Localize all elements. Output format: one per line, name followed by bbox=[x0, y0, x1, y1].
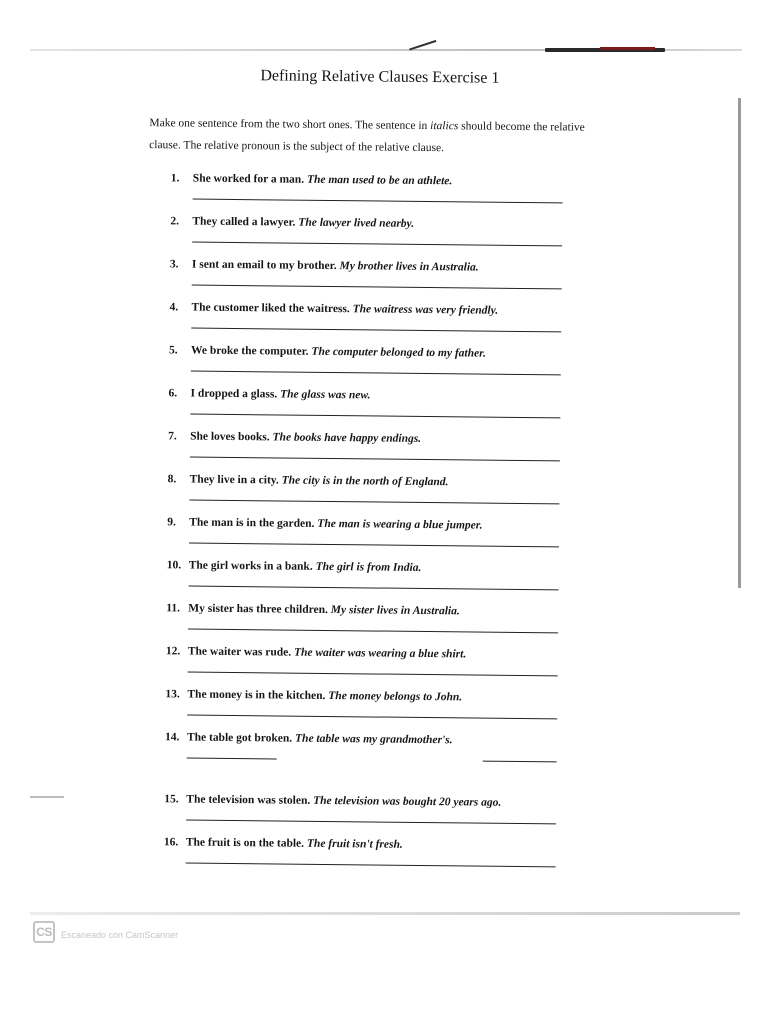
exercise-item-14 bbox=[164, 731, 603, 798]
item-sentence: My sister has three children. bbox=[188, 602, 328, 616]
item-sentence: The television was stolen. bbox=[186, 793, 311, 807]
exercise-item-13 bbox=[165, 688, 603, 736]
item-number: 8. bbox=[167, 473, 177, 486]
item-sentence: She worked for a man. bbox=[192, 172, 305, 186]
item-relative-sentence: My sister lives in Australia. bbox=[330, 604, 460, 618]
item-number: 13. bbox=[165, 688, 180, 701]
exercise-item-2 bbox=[170, 215, 608, 263]
answer-line[interactable] bbox=[186, 863, 556, 868]
scan-right-edge bbox=[738, 98, 741, 588]
item-text bbox=[188, 646, 466, 661]
item-number: 6. bbox=[168, 387, 178, 400]
item-number: 1. bbox=[170, 172, 180, 185]
item-relative-sentence: The girl is from India. bbox=[315, 560, 422, 574]
camscanner-watermark bbox=[33, 921, 178, 943]
instructions-part1: Make one sentence from the two short ones. The sentence in bbox=[149, 117, 431, 133]
answer-line[interactable] bbox=[188, 672, 558, 677]
item-number: 3. bbox=[169, 258, 179, 271]
item-text bbox=[191, 388, 371, 402]
item-sentence: The table got broken. bbox=[186, 731, 293, 745]
item-text bbox=[192, 216, 414, 230]
item-relative-sentence: The glass was new. bbox=[280, 388, 371, 402]
item-text bbox=[187, 732, 453, 747]
instructions-part2: should become the relative clause. The relative pronoun is the subject of the relative clause. bbox=[149, 120, 585, 155]
scan-left-smudge bbox=[30, 796, 64, 798]
item-number: 12. bbox=[165, 645, 181, 658]
scan-red-mark bbox=[600, 47, 655, 50]
item-sentence: The waiter was rude. bbox=[187, 645, 292, 659]
item-number: 10. bbox=[166, 559, 182, 572]
item-text bbox=[191, 302, 498, 317]
item-number: 4. bbox=[169, 301, 179, 314]
watermark-text: Escaneado con CamScanner bbox=[61, 930, 179, 940]
exercise-item-11 bbox=[166, 602, 604, 650]
answer-line[interactable] bbox=[189, 500, 559, 505]
exercise-item-7 bbox=[168, 430, 606, 478]
answer-line[interactable] bbox=[190, 457, 560, 462]
item-relative-sentence: The lawyer lived nearby. bbox=[298, 216, 415, 230]
item-text bbox=[191, 345, 486, 360]
answer-line[interactable] bbox=[191, 371, 561, 376]
item-text bbox=[193, 173, 453, 188]
item-relative-sentence: My brother lives in Australia. bbox=[339, 260, 479, 274]
item-text bbox=[187, 689, 462, 704]
item-sentence: The money is in the kitchen. bbox=[187, 688, 326, 702]
item-relative-sentence: The city is in the north of England. bbox=[281, 474, 449, 489]
item-sentence: The man is in the garden. bbox=[189, 516, 315, 530]
item-text bbox=[190, 474, 449, 489]
item-relative-sentence: The fruit isn't fresh. bbox=[306, 837, 403, 851]
item-number: 2. bbox=[170, 215, 180, 228]
item-text bbox=[190, 431, 421, 445]
item-text bbox=[186, 837, 403, 851]
exercise-item-16 bbox=[163, 836, 601, 884]
item-number: 11. bbox=[166, 602, 181, 615]
answer-line[interactable] bbox=[187, 715, 557, 720]
item-number: 15. bbox=[164, 793, 179, 806]
item-number: 5. bbox=[168, 344, 178, 357]
item-number: 14. bbox=[164, 731, 180, 744]
item-sentence: We broke the computer. bbox=[190, 344, 309, 358]
item-number: 16. bbox=[163, 836, 179, 849]
exercise-item-6 bbox=[168, 387, 606, 435]
item-text bbox=[188, 603, 460, 618]
exercise-item-1 bbox=[170, 172, 608, 220]
exercise-item-5 bbox=[169, 344, 607, 392]
exercise-item-15 bbox=[164, 793, 602, 841]
item-relative-sentence: The money belongs to John. bbox=[328, 690, 463, 704]
item-sentence: I dropped a glass. bbox=[190, 387, 278, 401]
item-text bbox=[189, 560, 422, 574]
item-relative-sentence: The table was my grandmother's. bbox=[294, 732, 453, 747]
exercise-item-8 bbox=[167, 473, 605, 521]
item-text bbox=[186, 794, 501, 809]
exercise-item-10 bbox=[166, 559, 604, 607]
answer-line[interactable] bbox=[190, 414, 560, 419]
item-number: 7. bbox=[168, 430, 177, 443]
worksheet-title: Defining Relative Clauses Exercise 1 bbox=[260, 67, 500, 87]
answer-line-left[interactable] bbox=[187, 758, 277, 760]
item-relative-sentence: The man used to be an athlete. bbox=[306, 173, 453, 188]
item-sentence: She loves books. bbox=[190, 430, 270, 444]
item-relative-sentence: The waiter was wearing a blue shirt. bbox=[293, 646, 467, 661]
instructions bbox=[149, 112, 609, 161]
answer-line[interactable] bbox=[192, 285, 562, 290]
exercise-item-12 bbox=[165, 645, 603, 693]
exercise-list bbox=[131, 172, 608, 884]
answer-line[interactable] bbox=[189, 586, 559, 591]
item-relative-sentence: The man is wearing a blue jumper. bbox=[317, 517, 483, 532]
worksheet-page bbox=[131, 66, 609, 884]
answer-line[interactable] bbox=[192, 242, 562, 247]
instructions-italic-word: italics bbox=[430, 120, 459, 133]
scan-bottom-edge bbox=[30, 912, 740, 915]
item-sentence: The girl works in a bank. bbox=[188, 559, 313, 573]
exercise-item-3 bbox=[170, 258, 608, 306]
item-sentence: They live in a city. bbox=[189, 473, 279, 487]
answer-line[interactable] bbox=[191, 328, 561, 333]
item-number: 9. bbox=[167, 516, 176, 529]
answer-line[interactable] bbox=[188, 629, 558, 634]
scan-corner-mark bbox=[409, 40, 439, 58]
exercise-item-9 bbox=[167, 516, 605, 564]
camscanner-logo-icon: CS bbox=[33, 921, 55, 943]
answer-line[interactable] bbox=[189, 543, 559, 548]
item-relative-sentence: The computer belonged to my father. bbox=[311, 345, 486, 360]
item-text bbox=[189, 517, 482, 532]
answer-line[interactable] bbox=[193, 199, 563, 204]
item-sentence: I sent an email to my brother. bbox=[191, 258, 337, 273]
item-sentence: The customer liked the waitress. bbox=[191, 301, 350, 316]
answer-line[interactable] bbox=[186, 820, 556, 825]
item-sentence: The fruit is on the table. bbox=[185, 836, 305, 850]
item-relative-sentence: The books have happy endings. bbox=[272, 431, 422, 445]
item-relative-sentence: The waitress was very friendly. bbox=[352, 303, 499, 317]
answer-line-right[interactable] bbox=[483, 761, 557, 763]
exercise-item-4 bbox=[169, 301, 607, 349]
item-sentence: They called a lawyer. bbox=[192, 215, 296, 229]
item-text bbox=[192, 259, 479, 274]
item-relative-sentence: The television was bought 20 years ago. bbox=[313, 794, 502, 809]
